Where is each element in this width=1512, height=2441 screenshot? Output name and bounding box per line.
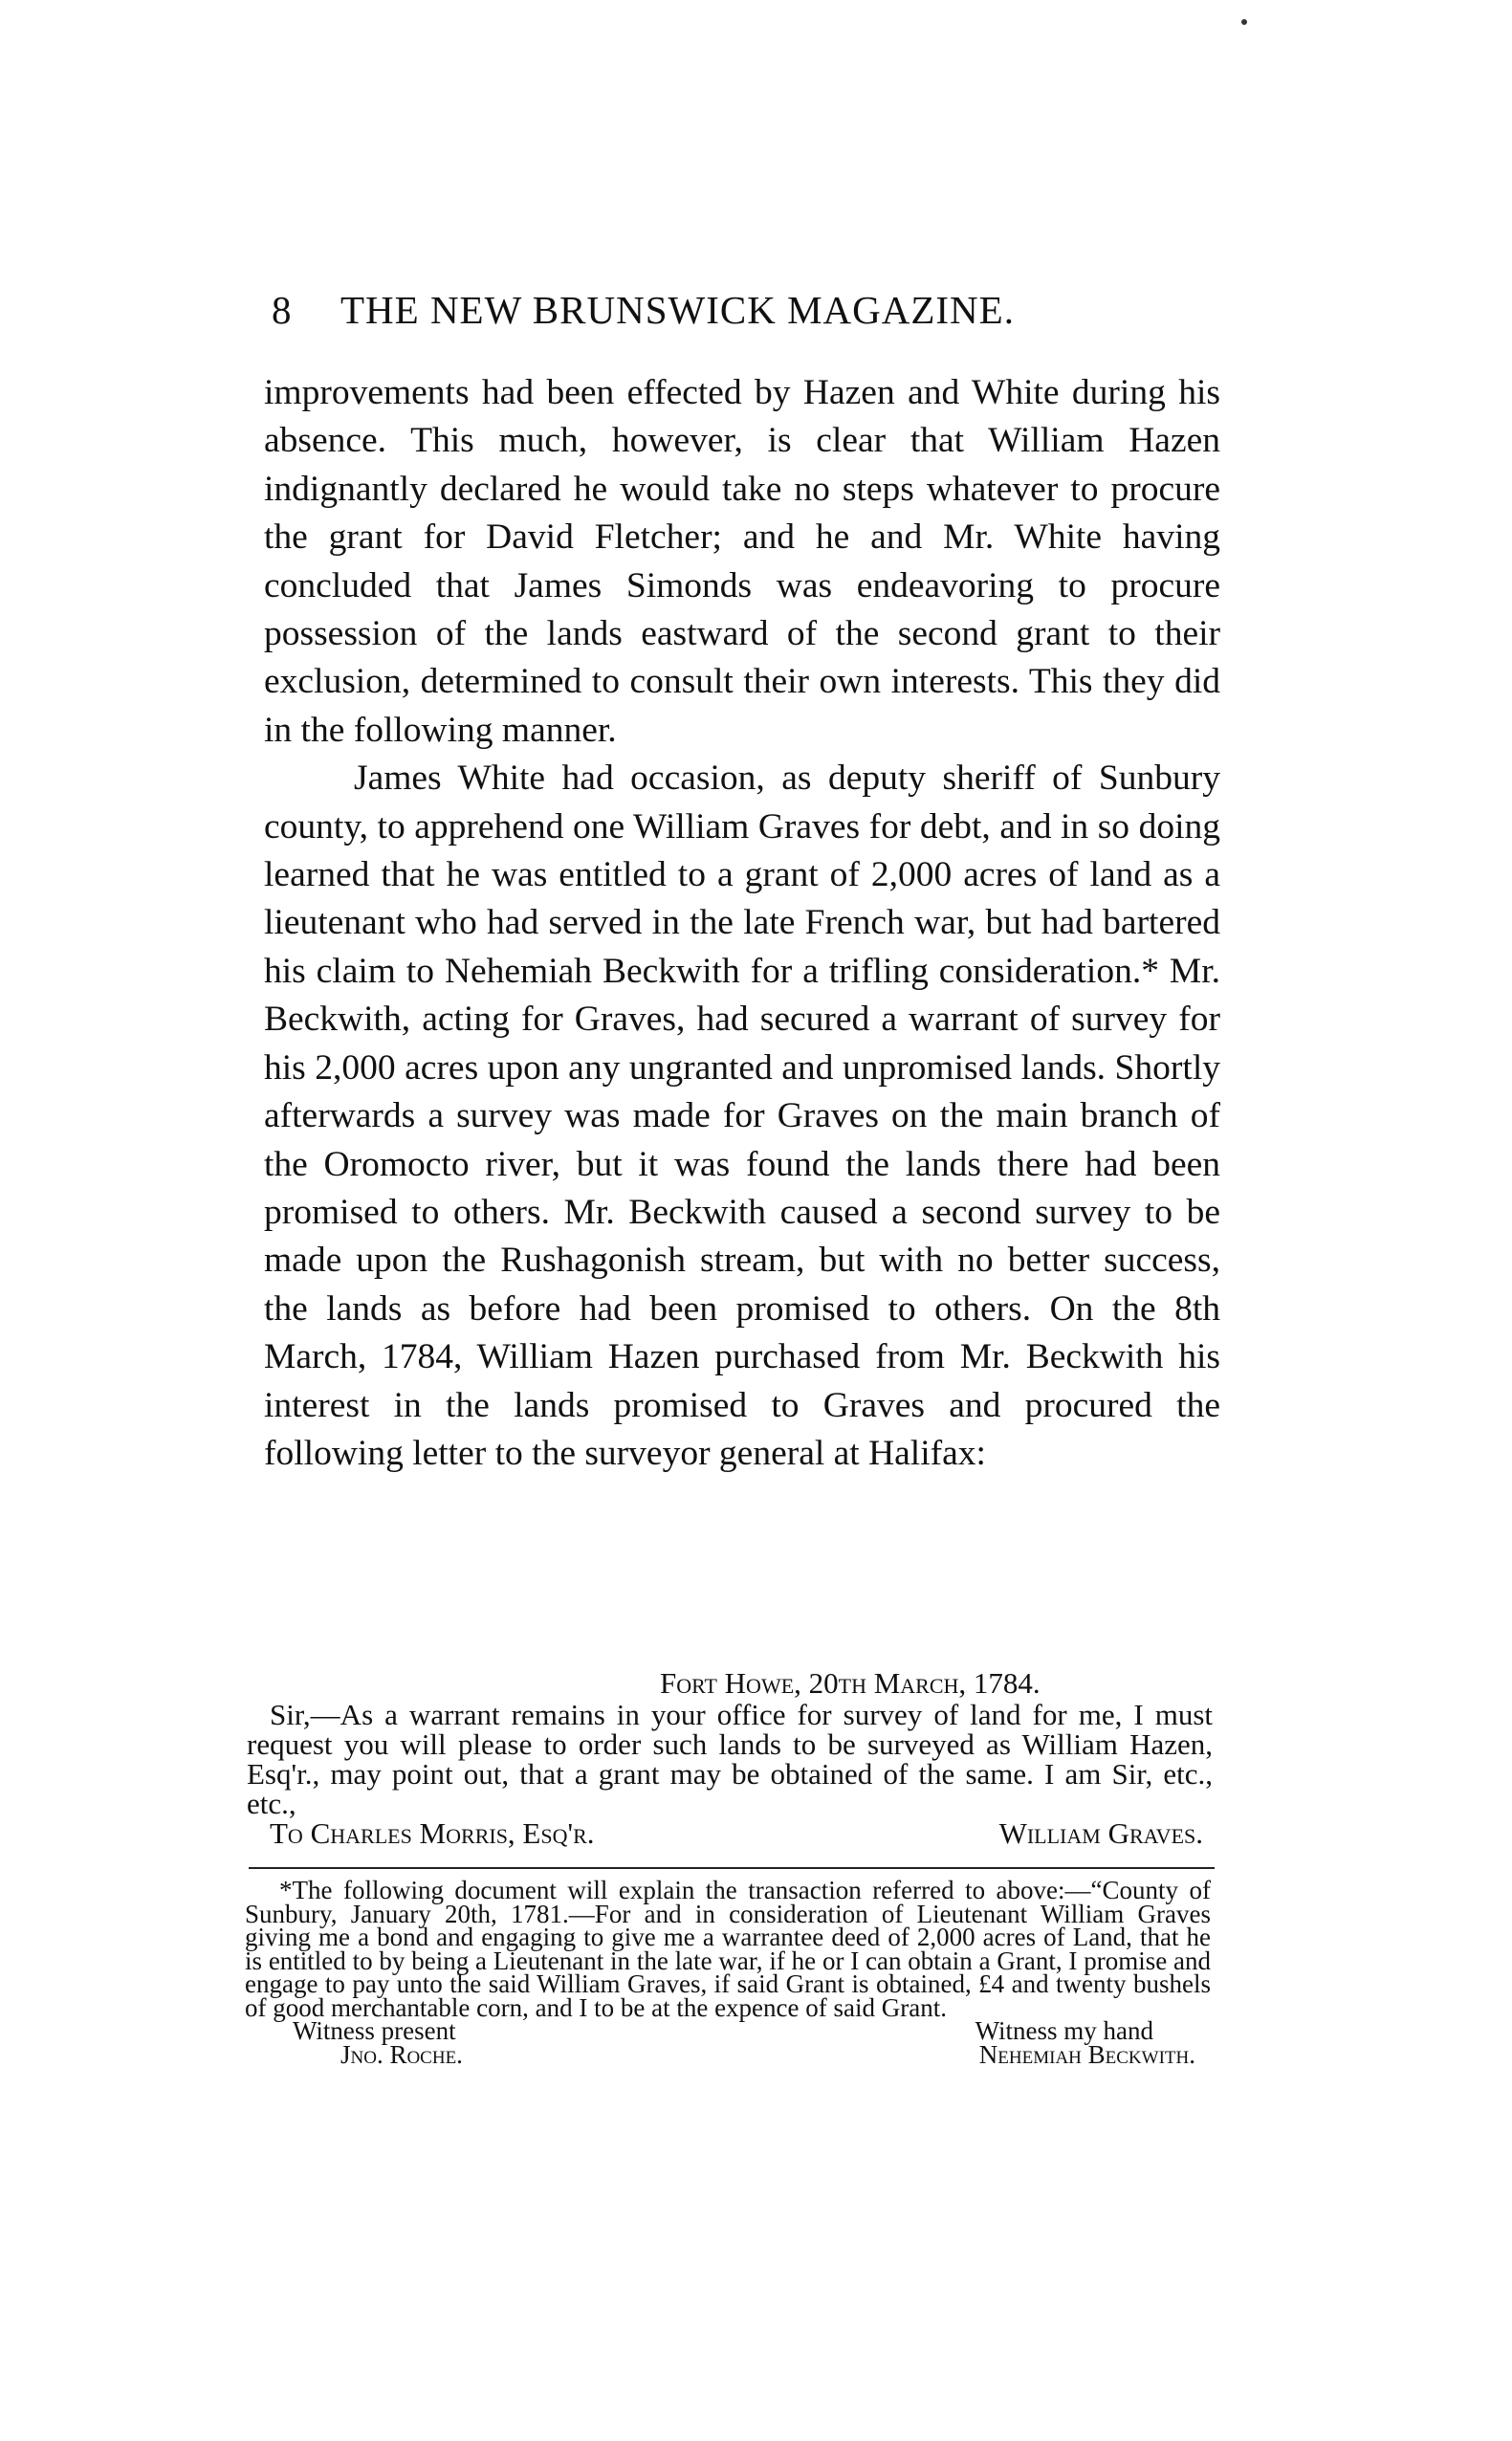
footnote-signatures	[245, 2039, 1211, 2069]
footnote-divider	[249, 1867, 1215, 1869]
page-header	[272, 287, 1190, 333]
witness-hand: Witness my hand	[975, 2016, 1153, 2045]
ink-speck	[1241, 19, 1247, 25]
paragraph: improvements had been effected by Hazen and White during his absence. This much, however, is clear that William Hazen indignantly declared he would take no steps whatever to procure the grant for David Fletcher; and he and Mr. White having concluded that James Simonds was endeavoring to procure possession of the lands eastward of the second grant to their exclusion, determined to consult their own interests. This they did in the following manner.	[264, 373, 1220, 750]
footnote	[245, 1876, 1211, 2069]
quoted-letter	[247, 1668, 1213, 1848]
witness-present: Witness present	[293, 2016, 456, 2045]
signatory-name: Nehemiah Beckwith.	[978, 2039, 1195, 2069]
footnote-text: *The following document will explain the transaction referred to above:—“County of Sunbury, January 20th, 1781.—For and in consideration of Lieutenant William Graves giving me a bond and engaging to give me a warrantee deed of 2,000 acres of Land, that he is entitled to by being a Lieutenant in the late war, if he or I can obtain a Grant, I promise and engage to pay unto the said William Graves, if said Grant is obtained, £4 and twenty bushels of good merchantable corn, and I to be at the expence of said Grant.	[245, 1876, 1211, 2022]
running-title: THE NEW BRUNSWICK MAGAZINE.	[340, 288, 1015, 332]
witness-name: Jno. Roche.	[340, 2039, 463, 2069]
letter-signoff	[247, 1818, 1213, 1848]
letter-dateline: Fort Howe, 20th March, 1784.	[660, 1666, 1041, 1700]
footnote-witness-line	[245, 2016, 1211, 2045]
paragraph: James White had occasion, as deputy sheriff of Sunbury county, to apprehend one William Graves for debt, and in so doing learned that he was entitled to a grant of 2,000 acres of land as a lieutenant who had served in the late French war, but had bartered his claim to Nehemiah Beckwith for a trifling consideration.* Mr. Beckwith, acting for Graves, had secured a warrant of survey for his 2,000 acres upon any ungranted and unpromised lands. Shortly afterwards a survey was made for Graves on the main branch of the Oromocto river, but it was found the lands there had been promised to others. Mr. Beckwith caused a second survey to be made upon the Rushagonish stream, but with no better success, the lands as before had been promised to others. On the 8th March, 1784, William Hazen purchased from Mr. Beckwith his interest in the lands promised to Graves and procured the following letter to the surveyor general at Halifax:	[264, 759, 1220, 1473]
letter-signature: William Graves.	[998, 1816, 1203, 1850]
letter-addressee: To Charles Morris, Esq'r.	[270, 1816, 595, 1850]
body-text	[264, 369, 1220, 1478]
letter-text: Sir,—As a warrant remains in your office for survey of land for me, I must request you will please to order such lands to be surveyed as William Hazen, Esq'r., may point out, that a grant may be obtained of the same. I am Sir, etc., etc.,	[247, 1698, 1213, 1820]
page-number: 8	[272, 288, 293, 332]
